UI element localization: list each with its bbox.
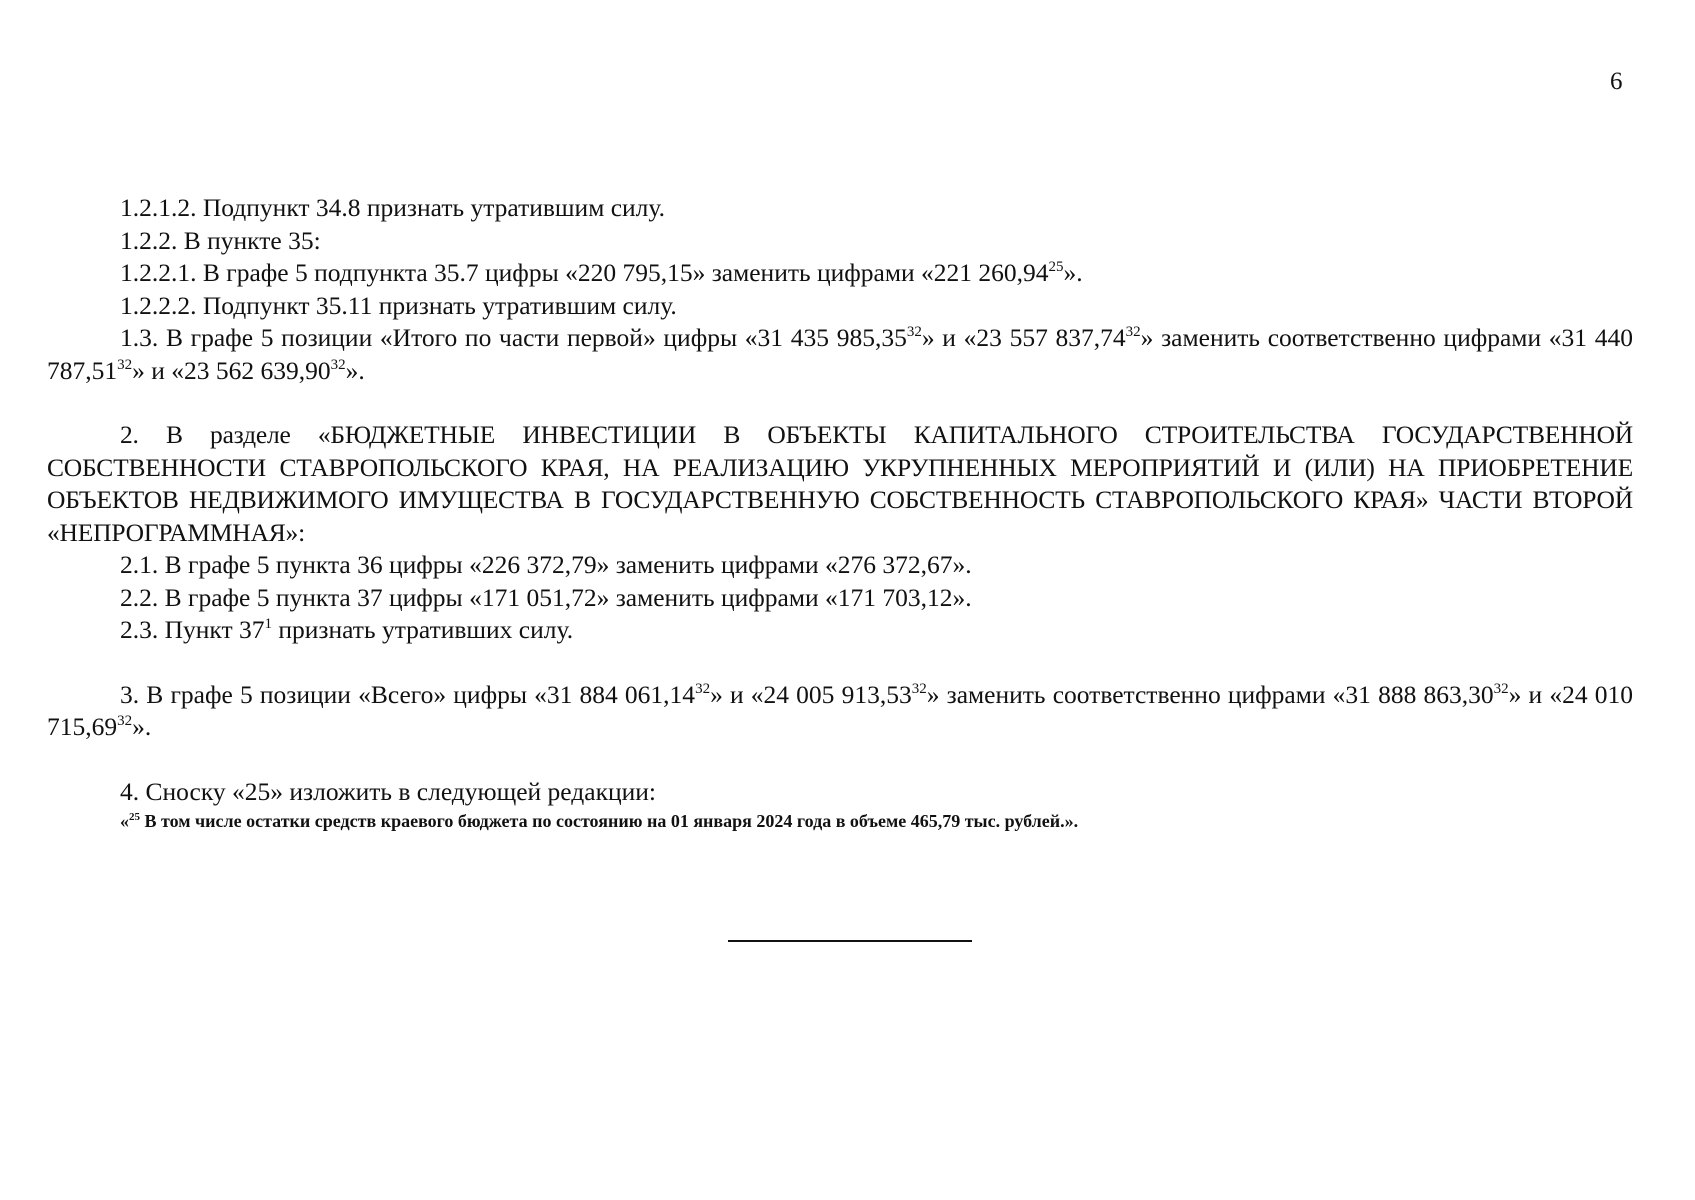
item-2-3: 2.3. Пункт $37^1$ признать утративших силу. — [120, 615, 574, 644]
footnote-ref: 1 — [264, 616, 273, 632]
item-2-2: 2.2. В графе 5 пункта 37 цифры «171 051,72» заменить цифрами «171 703,12». — [120, 582, 972, 612]
section-2-heading: 2. В разделе «БЮДЖЕТНЫЕ ИНВЕСТИЦИИ В ОБЪЕКТЫ КАПИТАЛЬНОГО СТРОИТЕЛЬСТВА ГОСУДАРСТВЕННОЙ СОБСТВЕННОСТИ СТАВРОПОЛЬСКОГО КРАЯ, НА РЕАЛИЗАЦИЮ УКРУПНЕННЫХ МЕРОПРИЯТИЙ И (ИЛИ) НА ПРИОБРЕТЕНИЕ ОБЪЕКТОВ НЕДВИЖИМОГО ИМУЩЕСТВА В ГОСУДАРСТВЕННУЮ СОБСТВЕННОСТЬ СТАВРОПОЛЬСКОГО КРАЯ» ЧАСТИ ВТОРОЙ «НЕПРОГРАММНАЯ»: — [47, 420, 1633, 547]
item-1-2-2-1: 1.2.2.1. В графе 5 подпункта 35.7 цифры «220 795,15» заменить цифрами «221 260,94$^{25}$». — [120, 258, 1083, 287]
item-1-2-2: 1.2.2. В пункте 35: — [120, 225, 321, 255]
item-1-3: 1.3. В графе 5 позиции «Итого по части первой» цифры «31 435 985,35$^{32}$» и «23 557 837,74$^{32}$» заменить соответственно цифрами «31 440 787,51$^{32}$» и «23 562 639,90$^{32}$». — [47, 323, 1633, 385]
item-1-2-1-2: 1.2.1.2. Подпункт 34.8 признать утратившим силу. — [120, 193, 665, 222]
footnote-ref: 32 — [695, 680, 711, 697]
footnote-ref: 32 — [117, 713, 133, 729]
item-2-1: 2.1. В графе 5 пункта 36 цифры «226 372,79» заменить цифрами «276 372,67». — [120, 550, 972, 579]
item-4: 4. Сноску «25» изложить в следующей редакции: — [120, 776, 656, 806]
footnote-ref: 32 — [1493, 680, 1509, 697]
footnote-ref: 32 — [906, 324, 922, 340]
item-1-2-2-2: 1.2.2.2. Подпункт 35.11 признать утратившим силу. — [120, 290, 677, 320]
footnote-ref: 32 — [117, 356, 133, 373]
footnote-marker: 25 — [129, 811, 140, 823]
end-of-document-rule — [728, 940, 972, 942]
document-body — [47, 192, 1633, 834]
footnote-ref: 32 — [1125, 324, 1141, 340]
item-3: 3. В графе 5 позиции «Всего» цифры «31 884 061,14$^{32}$» и «24 005 913,53$^{32}$» заменить соответственно цифрами «31 888 863,30$^{32}$» и «24 010 715,69$^{32}$». — [47, 679, 1633, 741]
page-number: 6 — [1610, 68, 1623, 95]
footnote-25-text: «$^{25}$ В том числе остатки средств краевого бюджета по состоянию на 01 января 2024 года в объеме 465,79 тыс. рублей.». — [120, 811, 1079, 831]
footnote-ref: 25 — [1048, 259, 1064, 275]
footnote-ref: 32 — [911, 680, 927, 697]
footnote-ref: 32 — [330, 356, 346, 373]
